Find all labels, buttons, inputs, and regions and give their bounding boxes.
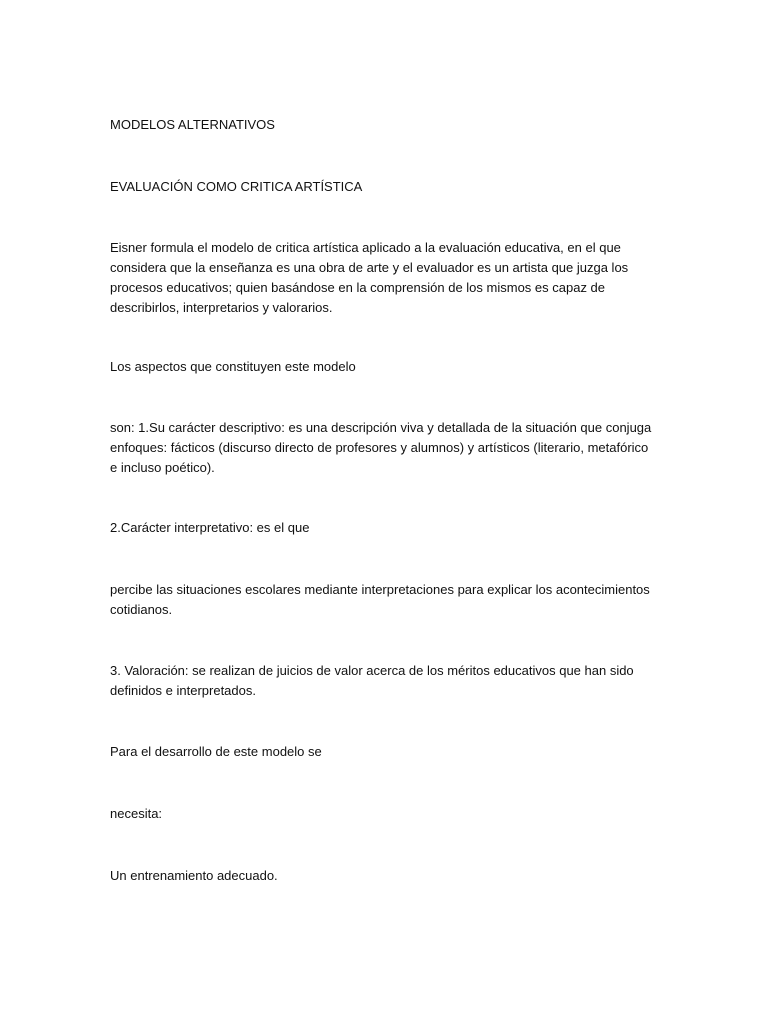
paragraph-development: Para el desarrollo de este modelo se — [110, 744, 322, 759]
paragraph-perception: percibe las situaciones escolares mediante interpretaciones para explicar los acontecimientos cotidianos. — [110, 582, 650, 617]
paragraph-descriptive: son: 1.Su carácter descriptivo: es una descripción viva y detallada de la situación que conjuga enfoques: fácticos (discurso directo de profesores y alumnos) y artísticos (literario, metafórico e incluso poético). — [110, 420, 652, 475]
paragraph-aspects-intro: Los aspectos que constituyen este modelo — [110, 359, 356, 374]
paragraph-training: Un entrenamiento adecuado. — [110, 868, 278, 883]
paragraph-eisner: Eisner formula el modelo de critica artística aplicado a la evaluación educativa, en el que considera que la enseñanza es una obra de arte y el evaluador es un artista que juzga los procesos educativos; quien basándose en la comprensión de los mismos es capaz de describirlos, interpretarios y valorarios. — [110, 240, 629, 315]
paragraph-needs: necesita: — [110, 806, 163, 821]
paragraph-interpretive: 2.Carácter interpretativo: es el que — [110, 520, 310, 535]
section-heading: EVALUACIÓN COMO CRITICA ARTÍSTICA — [110, 179, 363, 194]
document-heading: MODELOS ALTERNATIVOS — [110, 117, 275, 132]
paragraph-valuation: 3. Valoración: se realizan de juicios de valor acerca de los méritos educativos que han sido definidos e interpretados. — [110, 663, 634, 698]
